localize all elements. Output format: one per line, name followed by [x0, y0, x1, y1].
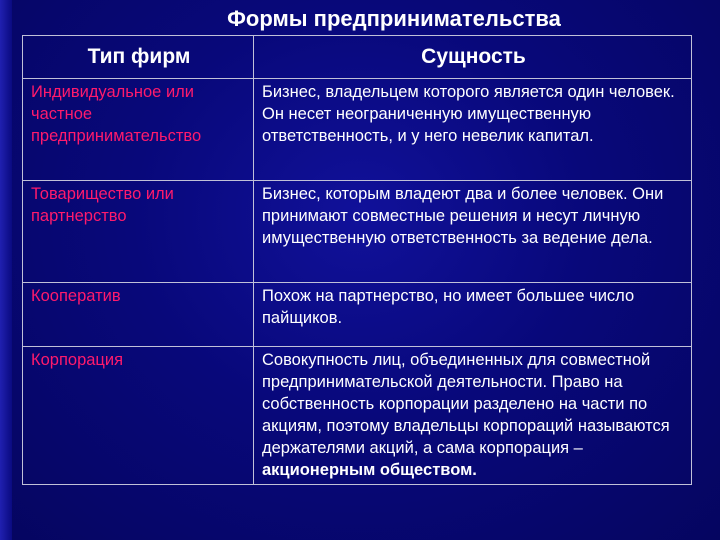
description-text: Совокупность лиц, объединенных для совместной предпринимательской деятельности. Право на собственность корпорации разделено на части по акциям, поэтому владельцы корпораций называются держателями акций, а сама корпорация – — [262, 351, 670, 457]
header-essence: Сущность — [254, 36, 692, 79]
description-emphasis: акционерным обществом. — [262, 461, 477, 479]
table-row — [23, 347, 692, 485]
firm-type-cell: Корпорация — [23, 347, 254, 485]
description-cell: Бизнес, которым владеют два и более человек. Они принимают совместные решения и несут личную имущественную ответственность за ведение дела. — [254, 181, 692, 283]
firm-type-cell: Кооператив — [23, 283, 254, 347]
table-row — [23, 181, 692, 283]
firm-type-cell: Товарищество или партнерство — [23, 181, 254, 283]
firm-type-cell: Индивидуальное или частное предпринимательство — [23, 79, 254, 181]
slide-edge-decoration — [0, 0, 12, 540]
header-firm-type: Тип фирм — [23, 36, 254, 79]
description-cell: Бизнес, владельцем которого является один человек. Он несет неограниченную имущественную ответственность, и у него невелик капитал. — [254, 79, 692, 181]
description-cell — [254, 347, 692, 485]
table-header-row — [23, 36, 692, 79]
table-row — [23, 283, 692, 347]
description-cell: Похож на партнерство, но имеет большее число пайщиков. — [254, 283, 692, 347]
slide-title: Формы предпринимательства — [227, 6, 561, 31]
table-row — [23, 79, 692, 181]
business-forms-table — [22, 35, 692, 485]
